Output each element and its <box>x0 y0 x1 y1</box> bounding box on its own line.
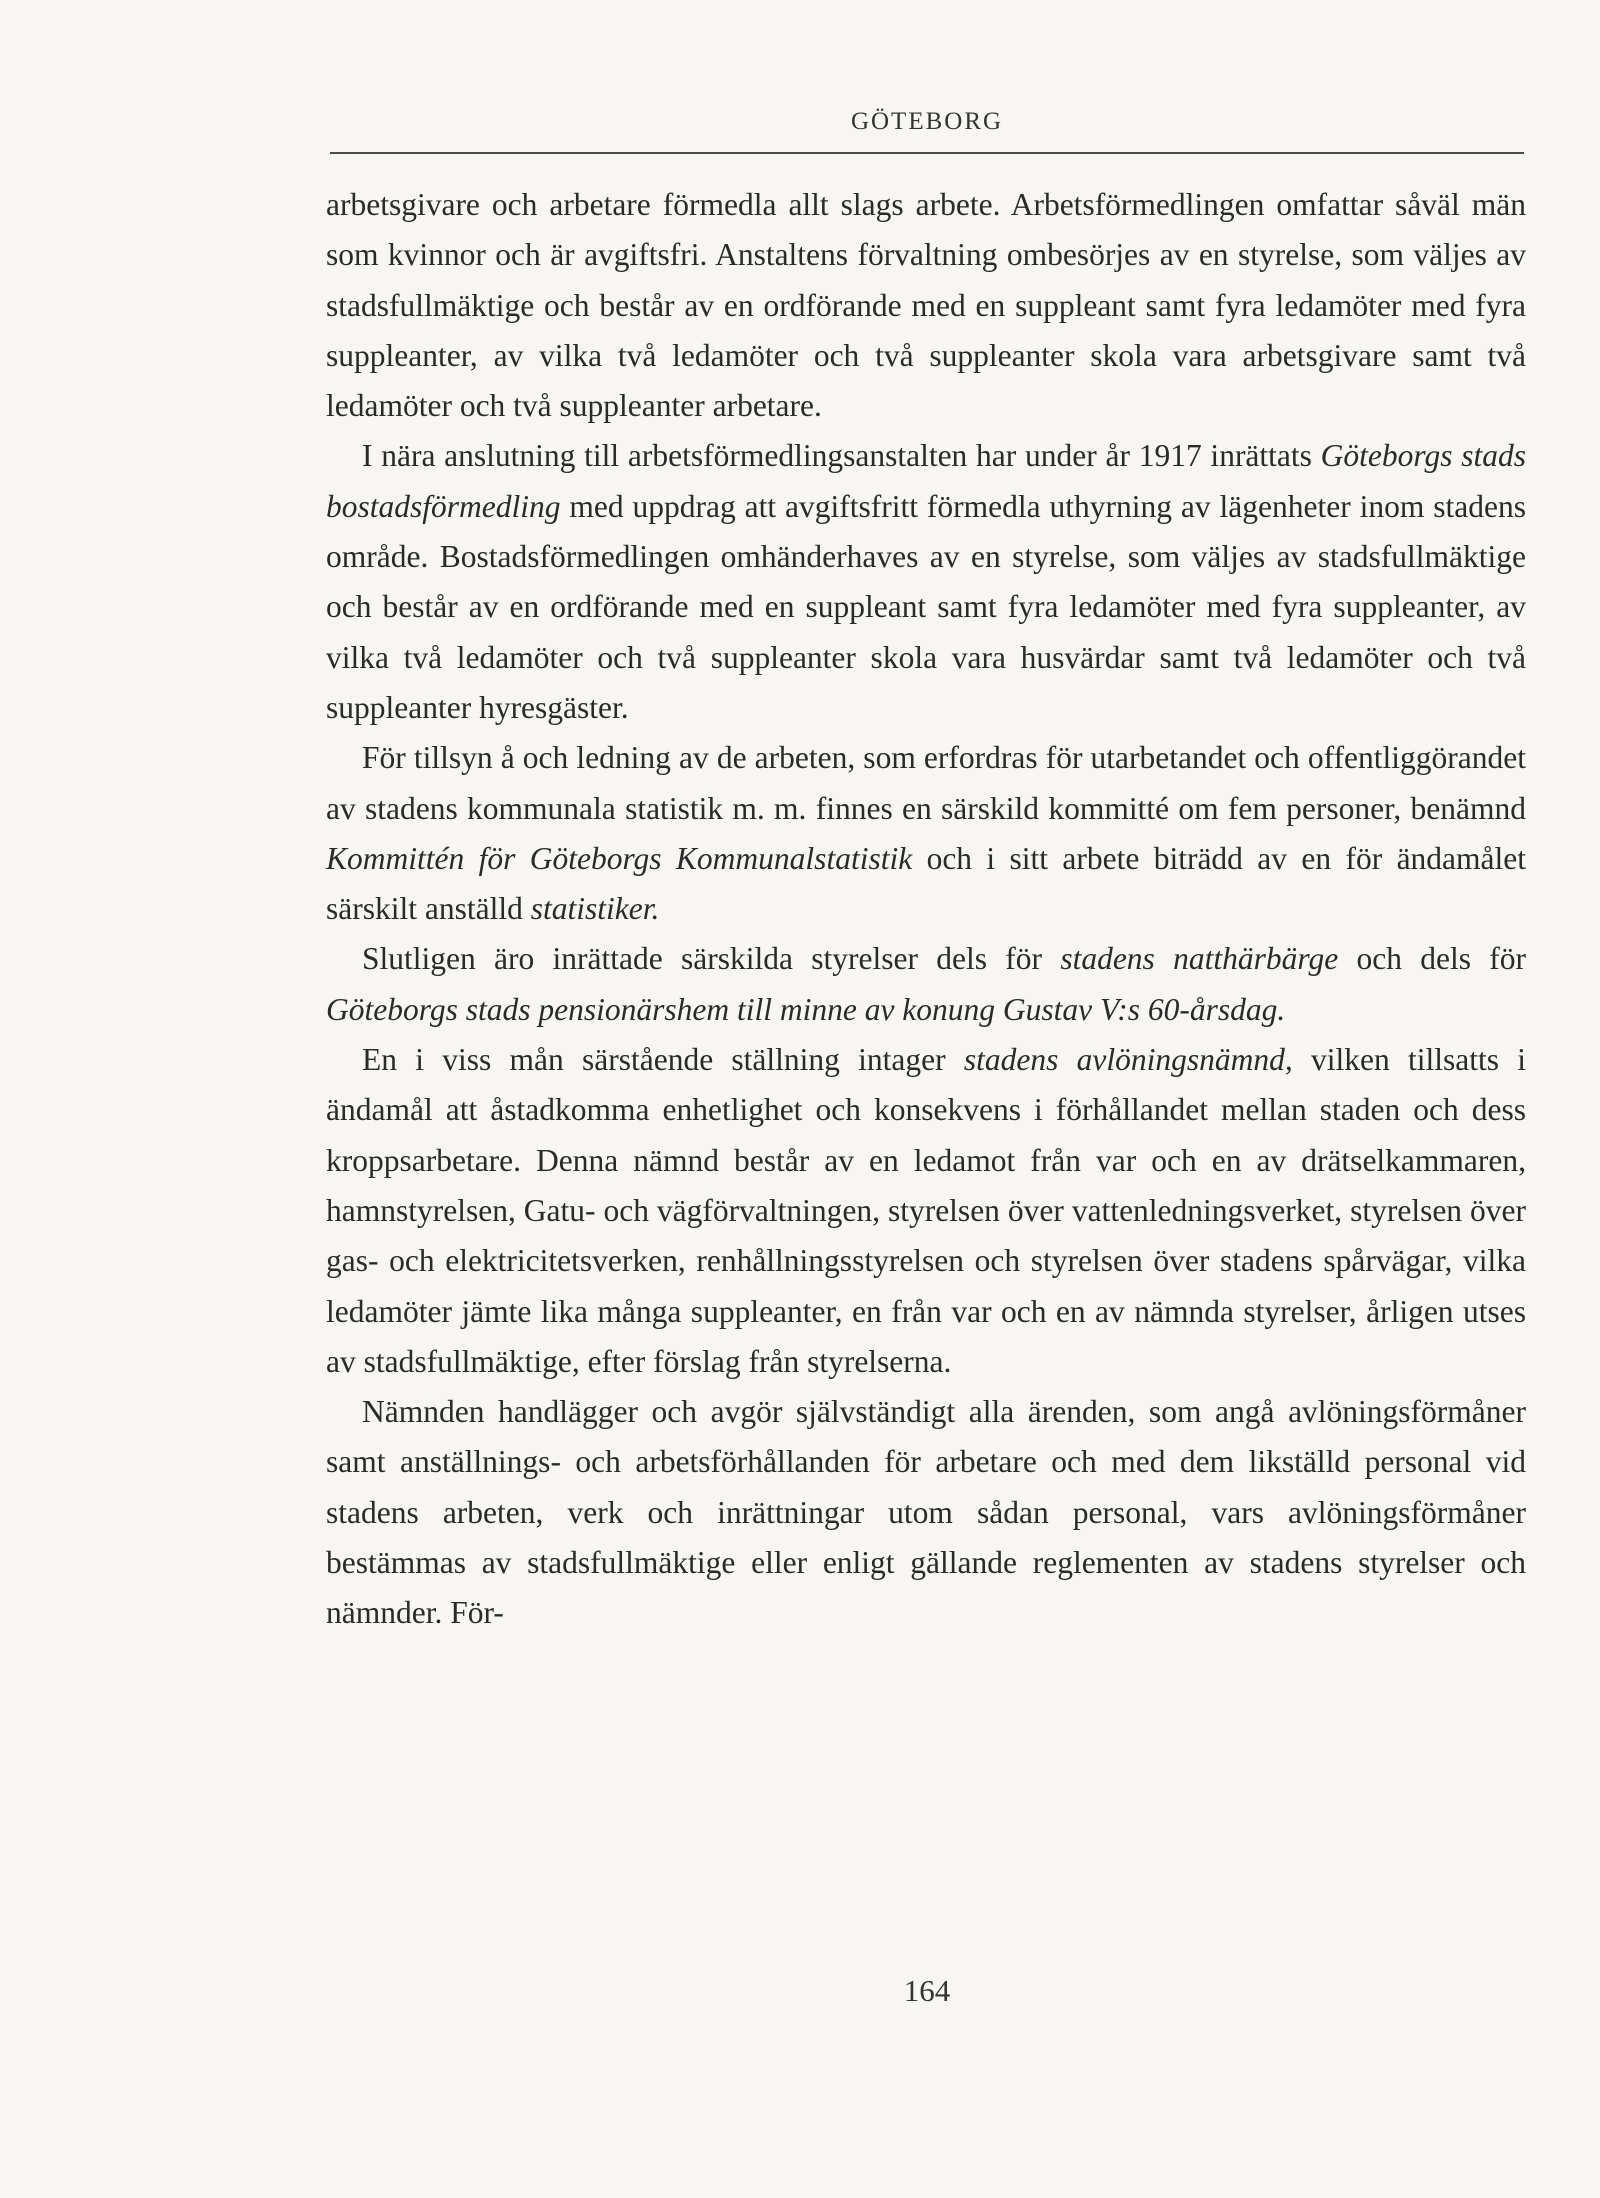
paragraph-housing-office <box>326 431 1526 733</box>
paragraph-employment-office <box>326 180 1526 431</box>
text-run: med uppdrag att avgiftsfritt förmedla uthyrning av lägenheter inom stadens område. Bostadsförmedlingen omhänderhaves av en styrelse, som väljes av stadsfullmäktige och består av en ordförande med en suppleant samt fyra ledamöter med fyra suppleanter, av vilka två ledamöter och två suppleanter skola vara husvärdar samt två ledamöter och två suppleanter hyresgäster. <box>326 488 1526 725</box>
page-number: 164 <box>903 1973 951 2008</box>
text-run: I nära anslutning till arbetsförmedlingsanstalten har under år 1917 inrättats <box>362 438 1321 474</box>
body-text <box>326 180 1526 1639</box>
text-run: vilken tillsatts i ändamål att åstadkomma enhetlighet och konsekvens i förhållandet mellan staden och dess kroppsarbetare. Denna nämnd består av en ledamot från var och en av drätselkammaren, hamnstyrelsen, Gatu- och vägförvaltningen, styrelsen över vattenledningsverket, styrelsen över gas- och elektricitetsverken, renhållningsstyrelsen och styrelsen över stadens spårvägar, vilka ledamöter jämte lika många suppleanter, en från var och en av nämnda styrelser, årligen utses av stadsfullmäktige, efter förslag från styrelserna. <box>326 1042 1526 1379</box>
italic-run: Kommittén för Göteborgs Kommunalstatistik <box>326 840 913 876</box>
italic-run: statistiker. <box>530 891 660 927</box>
paragraph-special-boards <box>326 934 1526 1035</box>
paragraph-wage-board <box>326 1035 1526 1387</box>
italic-run: stadens natthärbärge <box>1060 941 1339 977</box>
text-run: och dels för <box>1338 941 1526 977</box>
text-run: och i sitt arbete biträdd av en för ändamålet särskilt anställd <box>326 840 1527 927</box>
italic-run: stadens avlöningsnämnd, <box>963 1042 1293 1078</box>
running-head: GÖTEBORG <box>850 108 1004 135</box>
italic-run: Göteborgs stads pensionärshem till minne av konung Gustav V:s 60-årsdag. <box>326 991 1286 1027</box>
text-run: arbetsgivare och arbetare förmedla allt slags arbete. Arbetsförmedlingen omfattar såväl män som kvinnor och är avgiftsfri. Anstaltens förvaltning ombesörjes av en styrelse, som väljes av stadsfullmäktige och består av en ordförande med en suppleant samt fyra ledamöter med fyra suppleanter, av vilka två ledamöter och två suppleanter skola vara arbetsgivare samt två ledamöter och två suppleanter arbetare. <box>326 187 1526 424</box>
paragraph-statistics-committee <box>326 733 1526 934</box>
text-run: Nämnden handlägger och avgör självständigt alla ärenden, som angå avlöningsförmåner samt anställnings- och arbetsförhållanden för arbetare och med dem likställd personal vid stadens arbeten, verk och inrättningar utom sådan personal, vars avlöningsförmåner bestämmas av stadsfullmäktige eller enligt gällande reglementen av stadens styrelser och nämnder. För- <box>326 1394 1526 1631</box>
paragraph-board-duties <box>326 1387 1526 1638</box>
text-run: För tillsyn å och ledning av de arbeten, som erfordras för utarbetandet och offentliggörandet av stadens kommunala statistik m. m. finnes en särskild kommitté om fem personer, benämnd <box>326 740 1526 826</box>
header-rule <box>330 152 1524 154</box>
italic-run: Göteborgs stads bostadsförmedling <box>326 438 1526 524</box>
text-run: Slutligen äro inrättade särskilda styrelser dels för <box>362 941 1061 977</box>
text-run: En i viss mån särstående ställning intager <box>362 1042 964 1078</box>
